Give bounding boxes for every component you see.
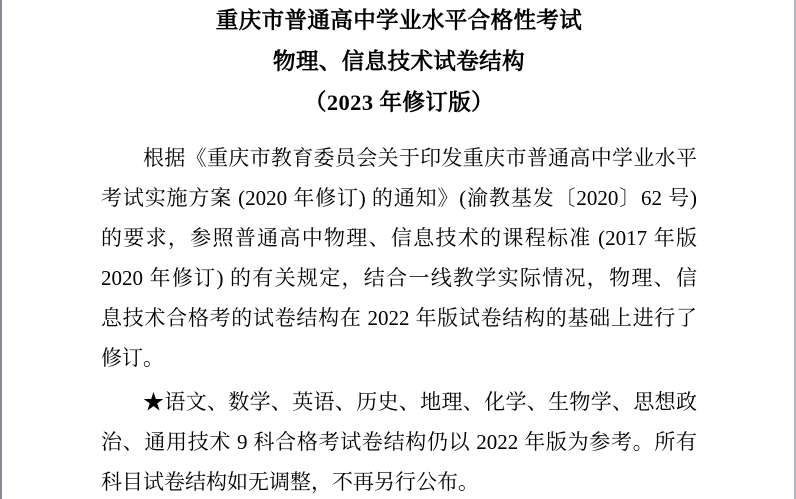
paragraph-1-line-6: 修订。 [101,346,164,370]
paragraph-2-line-2: 治、通用技术 9 科合格考试卷结构仍以 2022 年版为参考。所有 [101,430,697,454]
paragraph-2 [101,382,697,499]
text-column [101,0,697,499]
doc-title-line-1: 重庆市普通高中学业水平合格性考试 [215,8,583,33]
paragraph-1-line-1: 根据《重庆市教育委员会关于印发重庆市普通高中学业水平 [143,146,697,170]
paragraph-1 [101,138,697,378]
doc-title-line-3: （2023 年修订版） [303,90,495,115]
paragraph-2-line-1: ★语文、数学、英语、历史、地理、化学、生物学、思想政 [143,390,697,414]
paragraph-1-line-4: 2020 年修订) 的有关规定，结合一线教学实际情况，物理、信 [101,266,697,290]
document-title-block [101,0,697,123]
paragraph-2-line-3: 科目试卷结构如无调整，不再另行公布。 [101,470,479,494]
doc-title-line-2: 物理、信息技术试卷结构 [273,49,525,74]
document-body [101,138,697,499]
paragraph-1-line-3: 的要求，参照普通高中物理、信息技术的课程标准 (2017 年版 [101,226,697,250]
paragraph-1-line-5: 息技术合格考的试卷结构在 2022 年版试卷结构的基础上进行了 [101,306,697,330]
paragraph-1-line-2: 考试实施方案 (2020 年修订) 的通知》(渝教基发〔2020〕62 号) [101,186,697,210]
